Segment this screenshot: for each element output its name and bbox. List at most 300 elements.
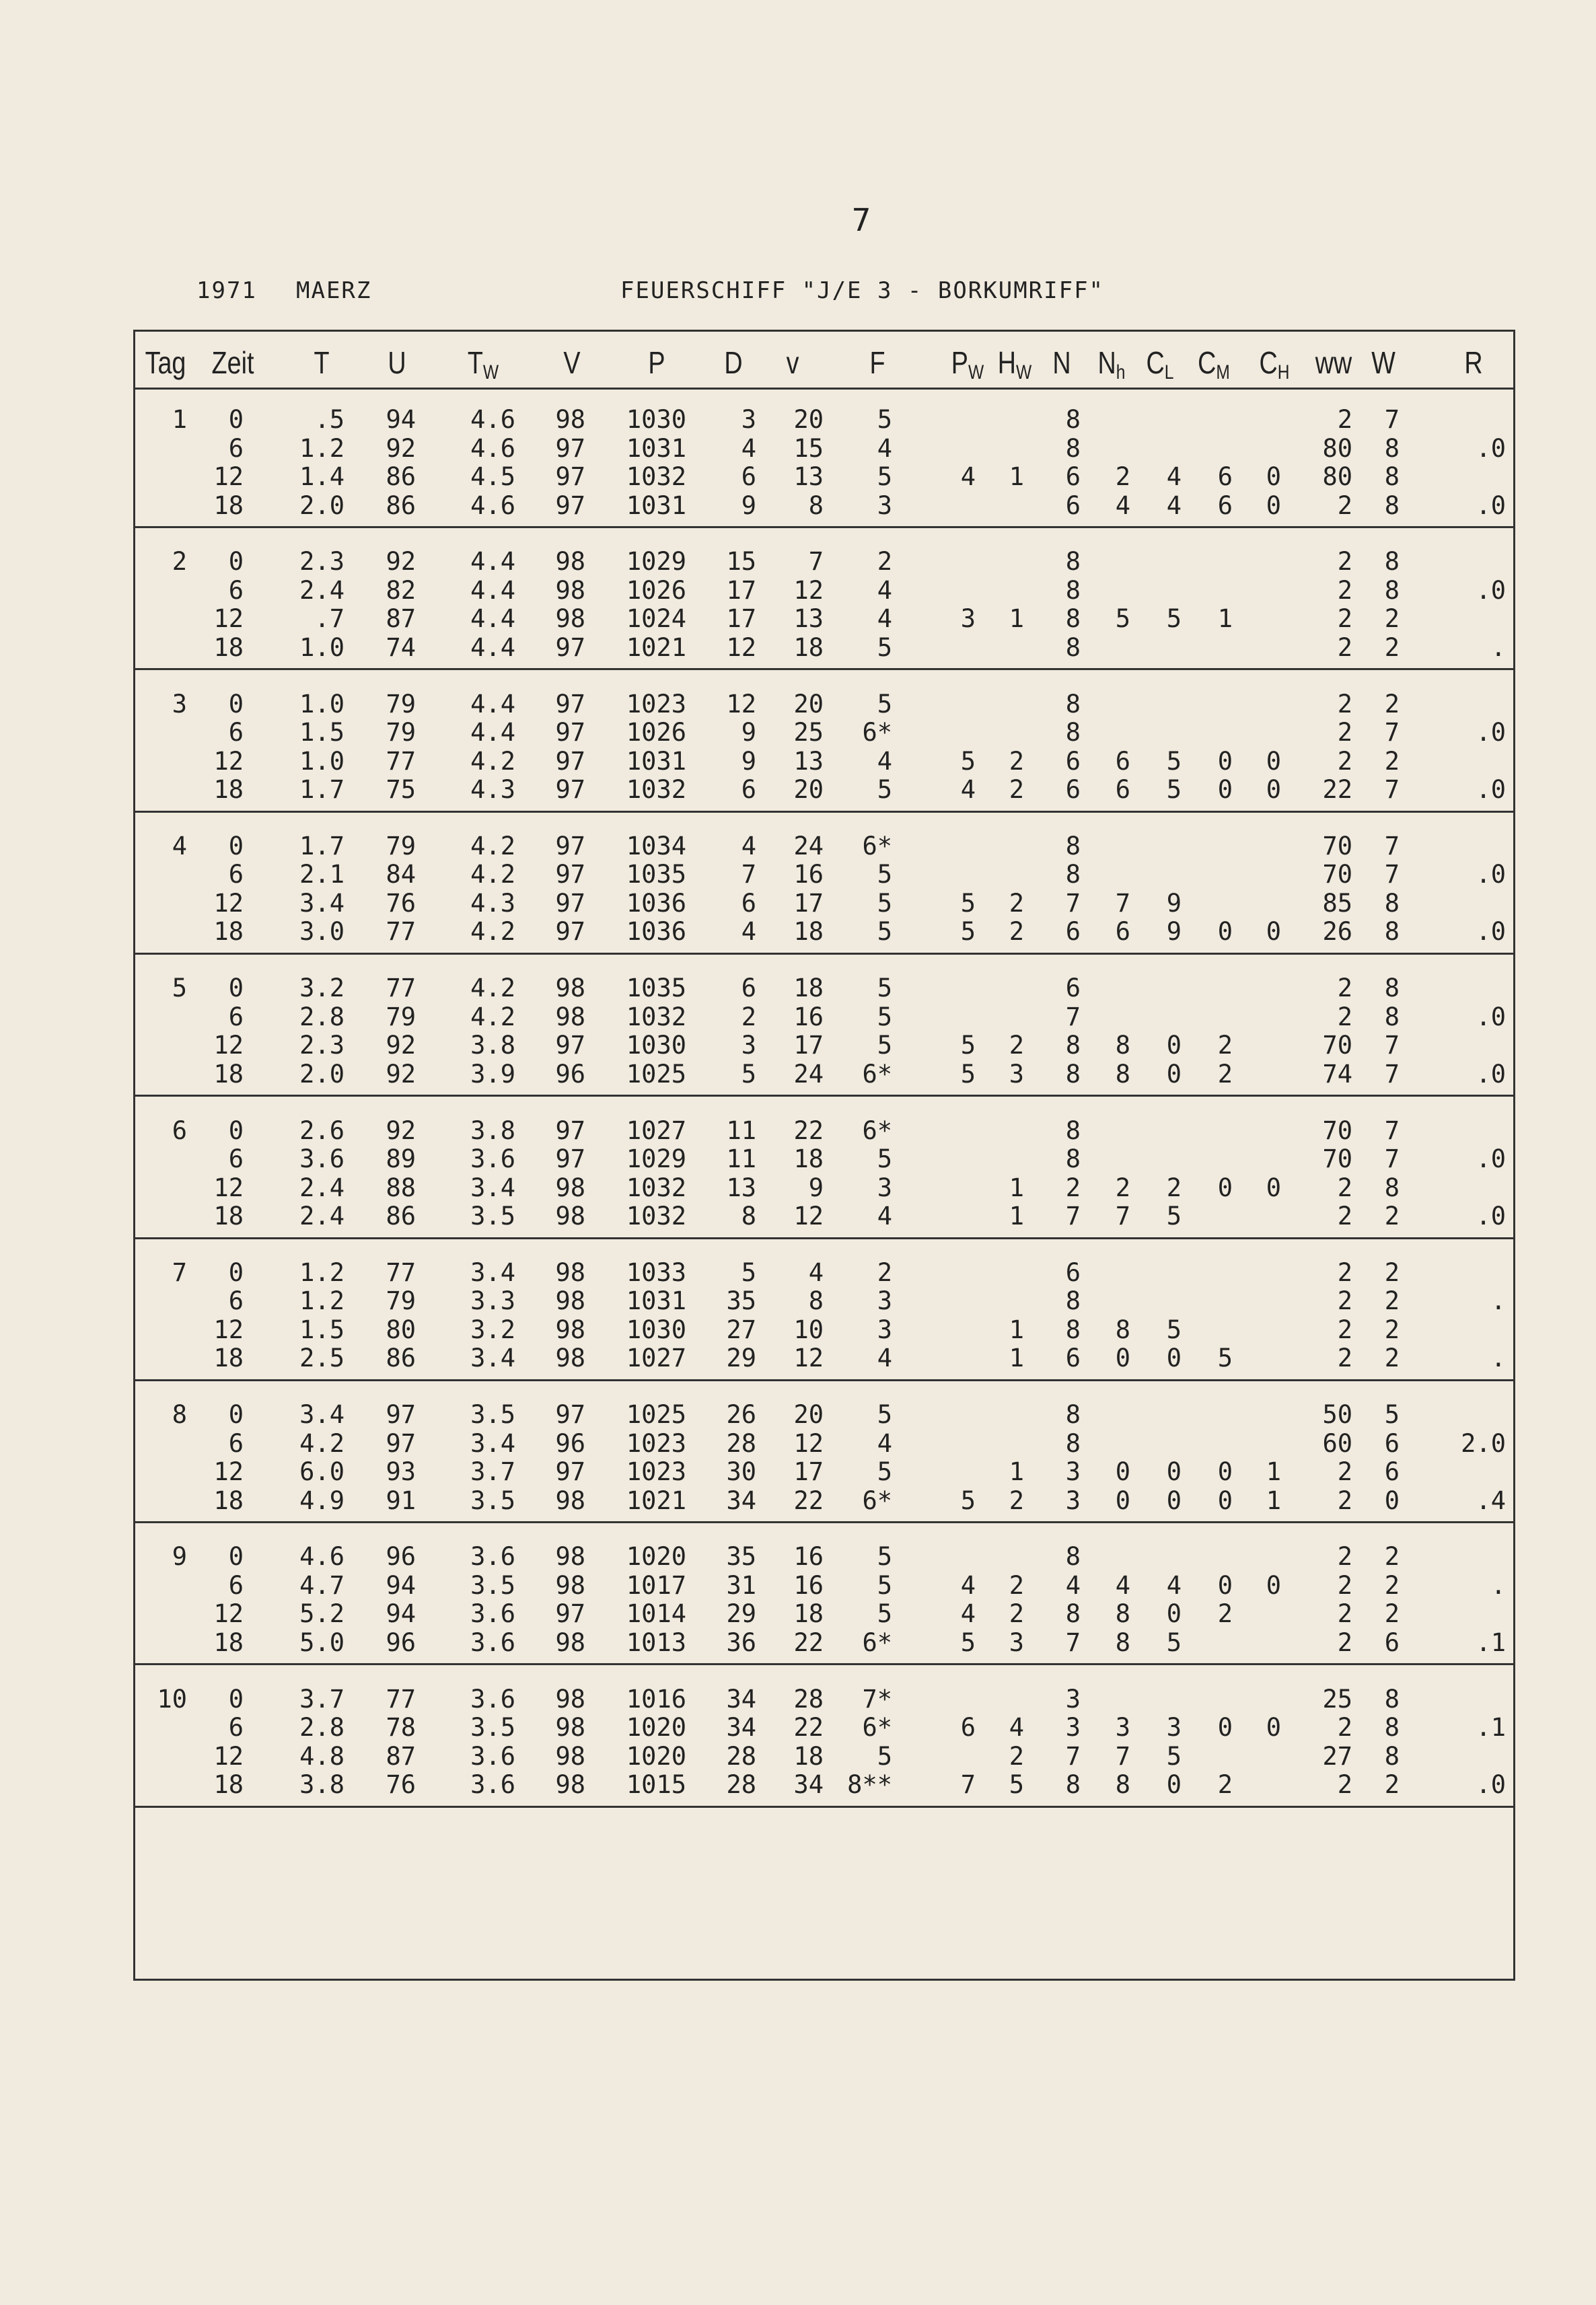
cell-v: 98: [555, 1202, 585, 1231]
cell-zeit: 6: [228, 718, 244, 747]
cell-v: 98: [555, 1684, 585, 1714]
cell-u: 88: [386, 1173, 416, 1202]
cell-tw: 4.3: [470, 775, 515, 805]
cell-f: 5: [877, 405, 892, 434]
cell-ww: 2: [1337, 1457, 1352, 1487]
cell-f: 5: [877, 888, 892, 918]
cell-u: 84: [386, 860, 416, 889]
cell-zeit: 18: [213, 1770, 244, 1800]
cell-f: 3: [877, 1173, 892, 1202]
cell-f: 6*: [862, 1713, 892, 1743]
cell-tw: 4.5: [470, 462, 515, 491]
cell-ww: 2: [1337, 1486, 1352, 1515]
cell-v: 97: [555, 433, 585, 463]
header-rule: [135, 388, 1514, 390]
cell-ch: 0: [1266, 775, 1281, 805]
cell-vs: 18: [793, 1599, 824, 1629]
cell-r: .0: [1476, 860, 1506, 889]
cell-v: 96: [555, 1059, 585, 1089]
cell-v: 97: [555, 1457, 585, 1487]
cell-d: 15: [726, 547, 756, 577]
cell-t: 4.7: [299, 1570, 344, 1600]
cell-p: 1032: [626, 1002, 686, 1031]
cell-t: 3.4: [299, 888, 344, 918]
cell-t: 4.2: [299, 1428, 344, 1458]
cell-ww: 2: [1337, 1542, 1352, 1572]
cell-f: 3: [877, 490, 892, 520]
cell-u: 92: [386, 1115, 416, 1145]
cell-n: 8: [1065, 1428, 1081, 1458]
cell-d: 6: [741, 775, 756, 805]
cell-t: 5.2: [299, 1599, 344, 1629]
cell-pw: 5: [960, 1031, 976, 1060]
cell-pw: 5: [960, 888, 976, 918]
cell-nh: 0: [1115, 1344, 1130, 1373]
cell-ww: 2: [1337, 632, 1352, 662]
cell-cl: 2: [1166, 1173, 1182, 1202]
cell-pw: 4: [960, 1570, 976, 1600]
cell-ww: 85: [1322, 888, 1352, 918]
cell-p: 1023: [626, 689, 686, 719]
cell-r: .0: [1476, 718, 1506, 747]
cell-ch: 0: [1266, 1570, 1281, 1600]
cell-n: 2: [1065, 1173, 1081, 1202]
cell-v: 97: [555, 689, 585, 719]
day-label: 6: [172, 1115, 187, 1145]
cell-d: 35: [726, 1542, 756, 1572]
cell-nh: 2: [1115, 462, 1130, 491]
cell-n: 3: [1065, 1684, 1081, 1714]
cell-d: 34: [726, 1486, 756, 1515]
cell-w: 8: [1384, 462, 1400, 491]
cell-n: 6: [1065, 746, 1081, 776]
cell-n: 7: [1065, 888, 1081, 918]
cell-f: 4: [877, 604, 892, 634]
cell-vs: 20: [793, 1400, 824, 1430]
cell-zeit: 12: [213, 604, 244, 634]
cell-cl: 5: [1166, 1202, 1182, 1231]
cell-d: 12: [726, 632, 756, 662]
cell-d: 30: [726, 1457, 756, 1487]
cell-d: 8: [741, 1202, 756, 1231]
cell-n: 4: [1065, 1570, 1081, 1600]
cell-p: 1032: [626, 1202, 686, 1231]
cell-zeit: 0: [228, 974, 244, 1003]
cell-w: 2: [1384, 1599, 1400, 1629]
cell-ww: 2: [1337, 1002, 1352, 1031]
cell-d: 35: [726, 1286, 756, 1316]
cell-t: 2.4: [299, 1202, 344, 1231]
cell-r: .0: [1476, 1202, 1506, 1231]
cell-zeit: 12: [213, 462, 244, 491]
cell-zeit: 0: [228, 689, 244, 719]
cell-u: 97: [386, 1400, 416, 1430]
cell-r: .4: [1476, 1486, 1506, 1515]
cell-r: .: [1490, 1286, 1506, 1316]
cell-n: 8: [1065, 1115, 1081, 1145]
cell-p: 1021: [626, 632, 686, 662]
cell-r: .0: [1476, 1059, 1506, 1089]
cell-u: 77: [386, 1257, 416, 1287]
cell-d: 11: [726, 1144, 756, 1173]
cell-f: 2: [877, 1257, 892, 1287]
cell-n: 8: [1065, 433, 1081, 463]
cell-d: 34: [726, 1684, 756, 1714]
cell-p: 1020: [626, 1741, 686, 1771]
cell-hw: 1: [1009, 1457, 1024, 1487]
cell-w: 8: [1384, 1741, 1400, 1771]
cell-n: 8: [1065, 1144, 1081, 1173]
cell-tw: 3.6: [470, 1770, 515, 1800]
cell-f: 3: [877, 1286, 892, 1316]
cell-n: 8: [1065, 1770, 1081, 1800]
cell-vs: 18: [793, 632, 824, 662]
page-number: 7: [851, 202, 871, 238]
cell-cm: 1: [1217, 604, 1233, 634]
cell-ww: 70: [1322, 860, 1352, 889]
cell-f: 5: [877, 1457, 892, 1487]
cell-tw: 4.3: [470, 888, 515, 918]
cell-vs: 18: [793, 1144, 824, 1173]
cell-t: 1.5: [299, 718, 344, 747]
cell-w: 8: [1384, 974, 1400, 1003]
cell-t: 2.0: [299, 1059, 344, 1089]
cell-ww: 2: [1337, 1202, 1352, 1231]
cell-u: 76: [386, 1770, 416, 1800]
cell-p: 1033: [626, 1257, 686, 1287]
cell-n: 3: [1065, 1457, 1081, 1487]
cell-tw: 4.2: [470, 831, 515, 861]
cell-f: 5: [877, 462, 892, 491]
cell-ww: 2: [1337, 1286, 1352, 1316]
cell-t: .7: [314, 604, 344, 634]
cell-nh: 5: [1115, 604, 1130, 634]
col-header-r: R: [1464, 345, 1483, 380]
cell-p: 1031: [626, 433, 686, 463]
cell-tw: 3.8: [470, 1031, 515, 1060]
cell-d: 6: [741, 462, 756, 491]
day-separator: [135, 1663, 1514, 1665]
cell-t: 1.4: [299, 462, 344, 491]
cell-t: 1.2: [299, 433, 344, 463]
cell-hw: 5: [1009, 1770, 1024, 1800]
cell-w: 2: [1384, 632, 1400, 662]
cell-vs: 13: [793, 462, 824, 491]
cell-d: 2: [741, 1002, 756, 1031]
cell-cl: 5: [1166, 1627, 1182, 1657]
cell-u: 86: [386, 462, 416, 491]
cell-vs: 13: [793, 604, 824, 634]
cell-w: 8: [1384, 1684, 1400, 1714]
cell-zeit: 0: [228, 405, 244, 434]
cell-f: 5: [877, 775, 892, 805]
cell-p: 1026: [626, 718, 686, 747]
cell-zeit: 18: [213, 632, 244, 662]
cell-u: 92: [386, 1059, 416, 1089]
cell-n: 8: [1065, 632, 1081, 662]
cell-w: 7: [1384, 1144, 1400, 1173]
cell-t: 3.8: [299, 1770, 344, 1800]
cell-u: 82: [386, 575, 416, 605]
cell-vs: 20: [793, 689, 824, 719]
cell-zeit: 6: [228, 1428, 244, 1458]
cell-cl: 4: [1166, 1570, 1182, 1600]
cell-f: 4: [877, 1344, 892, 1373]
cell-w: 8: [1384, 433, 1400, 463]
cell-p: 1029: [626, 1144, 686, 1173]
day-label: 9: [172, 1542, 187, 1572]
cell-p: 1030: [626, 405, 686, 434]
cell-zeit: 0: [228, 1684, 244, 1714]
cell-cm: 0: [1217, 1173, 1233, 1202]
cell-cm: 0: [1217, 746, 1233, 776]
cell-nh: 4: [1115, 490, 1130, 520]
cell-cl: 4: [1166, 462, 1182, 491]
cell-v: 97: [555, 718, 585, 747]
cell-ww: 2: [1337, 974, 1352, 1003]
cell-t: 3.4: [299, 1400, 344, 1430]
cell-w: 2: [1384, 1570, 1400, 1600]
cell-nh: 8: [1115, 1031, 1130, 1060]
cell-vs: 24: [793, 831, 824, 861]
cell-p: 1025: [626, 1400, 686, 1430]
col-header-n: N: [1052, 345, 1071, 380]
cell-t: 2.5: [299, 1344, 344, 1373]
cell-d: 11: [726, 1115, 756, 1145]
cell-r: .0: [1476, 490, 1506, 520]
cell-tw: 4.6: [470, 490, 515, 520]
cell-cm: 0: [1217, 1457, 1233, 1487]
cell-n: 8: [1065, 831, 1081, 861]
cell-cm: 5: [1217, 1344, 1233, 1373]
cell-ww: 2: [1337, 405, 1352, 434]
cell-v: 98: [555, 575, 585, 605]
cell-p: 1023: [626, 1457, 686, 1487]
cell-zeit: 12: [213, 1599, 244, 1629]
cell-ww: 80: [1322, 462, 1352, 491]
cell-u: 77: [386, 917, 416, 947]
cell-r: .0: [1476, 433, 1506, 463]
cell-hw: 2: [1009, 1031, 1024, 1060]
cell-tw: 3.7: [470, 1457, 515, 1487]
cell-nh: 8: [1115, 1627, 1130, 1657]
cell-pw: 3: [960, 604, 976, 634]
cell-n: 8: [1065, 1599, 1081, 1629]
cell-p: 1020: [626, 1542, 686, 1572]
cell-t: 1.7: [299, 831, 344, 861]
cell-ww: 2: [1337, 1599, 1352, 1629]
cell-nh: 7: [1115, 1202, 1130, 1231]
cell-n: 8: [1065, 1286, 1081, 1316]
cell-f: 8**: [847, 1770, 892, 1800]
cell-tw: 3.8: [470, 1115, 515, 1145]
cell-cm: 2: [1217, 1031, 1233, 1060]
header-station: FEUERSCHIFF "J/E 3 - BORKUMRIFF": [620, 277, 1105, 304]
cell-ww: 50: [1322, 1400, 1352, 1430]
cell-vs: 12: [793, 1202, 824, 1231]
cell-p: 1013: [626, 1627, 686, 1657]
cell-pw: 6: [960, 1713, 976, 1743]
day-label: 2: [172, 547, 187, 577]
cell-tw: 3.5: [470, 1486, 515, 1515]
cell-u: 79: [386, 1286, 416, 1316]
cell-zeit: 12: [213, 1741, 244, 1771]
day-label: 1: [172, 405, 187, 434]
cell-cl: 5: [1166, 1741, 1182, 1771]
cell-tw: 3.4: [470, 1344, 515, 1373]
cell-p: 1023: [626, 1428, 686, 1458]
cell-tw: 3.6: [470, 1684, 515, 1714]
cell-n: 3: [1065, 1713, 1081, 1743]
cell-ww: 22: [1322, 775, 1352, 805]
cell-hw: 2: [1009, 1486, 1024, 1515]
cell-u: 94: [386, 405, 416, 434]
cell-f: 4: [877, 746, 892, 776]
cell-cm: 0: [1217, 1713, 1233, 1743]
cell-d: 9: [741, 718, 756, 747]
cell-d: 5: [741, 1059, 756, 1089]
cell-pw: 4: [960, 462, 976, 491]
cell-ww: 2: [1337, 547, 1352, 577]
cell-n: 6: [1065, 974, 1081, 1003]
cell-f: 5: [877, 689, 892, 719]
cell-ww: 70: [1322, 1031, 1352, 1060]
cell-n: 8: [1065, 1031, 1081, 1060]
cell-zeit: 18: [213, 1059, 244, 1089]
cell-vs: 8: [808, 1286, 824, 1316]
col-header-cm: $C_M$: [1198, 345, 1230, 383]
cell-d: 29: [726, 1599, 756, 1629]
cell-w: 8: [1384, 547, 1400, 577]
cell-p: 1031: [626, 1286, 686, 1316]
cell-hw: 1: [1009, 1315, 1024, 1344]
cell-ww: 70: [1322, 831, 1352, 861]
day-separator: [135, 1237, 1514, 1239]
cell-zeit: 6: [228, 1002, 244, 1031]
cell-u: 86: [386, 1344, 416, 1373]
cell-p: 1016: [626, 1684, 686, 1714]
cell-n: 8: [1065, 405, 1081, 434]
cell-vs: 16: [793, 1002, 824, 1031]
cell-p: 1025: [626, 1059, 686, 1089]
cell-n: 6: [1065, 462, 1081, 491]
cell-hw: 3: [1009, 1627, 1024, 1657]
cell-v: 98: [555, 1344, 585, 1373]
cell-ww: 2: [1337, 1627, 1352, 1657]
cell-vs: 4: [808, 1257, 824, 1287]
cell-v: 98: [555, 1741, 585, 1771]
cell-t: .5: [314, 405, 344, 434]
cell-d: 29: [726, 1344, 756, 1373]
cell-ww: 60: [1322, 1428, 1352, 1458]
day-separator: [135, 1095, 1514, 1097]
cell-t: 2.4: [299, 1173, 344, 1202]
cell-cl: 5: [1166, 775, 1182, 805]
cell-nh: 6: [1115, 746, 1130, 776]
cell-nh: 7: [1115, 1741, 1130, 1771]
cell-nh: 8: [1115, 1315, 1130, 1344]
cell-vs: 20: [793, 405, 824, 434]
cell-w: 6: [1384, 1428, 1400, 1458]
cell-f: 5: [877, 1741, 892, 1771]
cell-t: 3.2: [299, 974, 344, 1003]
cell-nh: 0: [1115, 1486, 1130, 1515]
cell-zeit: 12: [213, 746, 244, 776]
cell-v: 98: [555, 405, 585, 434]
cell-tw: 3.5: [470, 1400, 515, 1430]
cell-pw: 5: [960, 1627, 976, 1657]
cell-w: 8: [1384, 917, 1400, 947]
day-separator: [135, 1806, 1514, 1808]
cell-f: 6*: [862, 1115, 892, 1145]
cell-w: 7: [1384, 860, 1400, 889]
cell-w: 8: [1384, 1002, 1400, 1031]
cell-vs: 7: [808, 547, 824, 577]
cell-t: 6.0: [299, 1457, 344, 1487]
cell-t: 1.2: [299, 1286, 344, 1316]
cell-u: 89: [386, 1144, 416, 1173]
day-label: 8: [172, 1400, 187, 1430]
cell-u: 91: [386, 1486, 416, 1515]
cell-r: .: [1490, 1570, 1506, 1600]
cell-hw: 2: [1009, 746, 1024, 776]
col-header-hw: $H_W$: [997, 345, 1032, 383]
cell-cm: 0: [1217, 1570, 1233, 1600]
cell-f: 5: [877, 1570, 892, 1600]
cell-tw: 4.2: [470, 974, 515, 1003]
cell-zeit: 0: [228, 1542, 244, 1572]
day-separator: [135, 668, 1514, 670]
cell-r: .0: [1476, 1770, 1506, 1800]
cell-v: 98: [555, 1486, 585, 1515]
cell-d: 28: [726, 1741, 756, 1771]
cell-p: 1027: [626, 1344, 686, 1373]
cell-n: 6: [1065, 1344, 1081, 1373]
cell-u: 79: [386, 689, 416, 719]
cell-t: 5.0: [299, 1627, 344, 1657]
cell-d: 5: [741, 1257, 756, 1287]
cell-zeit: 12: [213, 888, 244, 918]
cell-d: 17: [726, 575, 756, 605]
cell-w: 2: [1384, 604, 1400, 634]
cell-ww: 80: [1322, 433, 1352, 463]
cell-w: 2: [1384, 1542, 1400, 1572]
cell-u: 79: [386, 831, 416, 861]
cell-v: 97: [555, 888, 585, 918]
cell-zeit: 12: [213, 1457, 244, 1487]
cell-p: 1035: [626, 974, 686, 1003]
cell-w: 8: [1384, 1713, 1400, 1743]
cell-f: 2: [877, 547, 892, 577]
cell-w: 6: [1384, 1627, 1400, 1657]
cell-cm: 6: [1217, 462, 1233, 491]
cell-tw: 3.5: [470, 1570, 515, 1600]
cell-v: 98: [555, 974, 585, 1003]
cell-zeit: 0: [228, 1257, 244, 1287]
cell-v: 98: [555, 1257, 585, 1287]
cell-vs: 10: [793, 1315, 824, 1344]
cell-hw: 1: [1009, 1202, 1024, 1231]
cell-p: 1024: [626, 604, 686, 634]
cell-vs: 18: [793, 1741, 824, 1771]
cell-p: 1031: [626, 490, 686, 520]
cell-cm: 2: [1217, 1770, 1233, 1800]
cell-pw: 5: [960, 1059, 976, 1089]
cell-ww: 2: [1337, 1570, 1352, 1600]
day-separator: [135, 953, 1514, 955]
cell-d: 34: [726, 1713, 756, 1743]
cell-p: 1027: [626, 1115, 686, 1145]
